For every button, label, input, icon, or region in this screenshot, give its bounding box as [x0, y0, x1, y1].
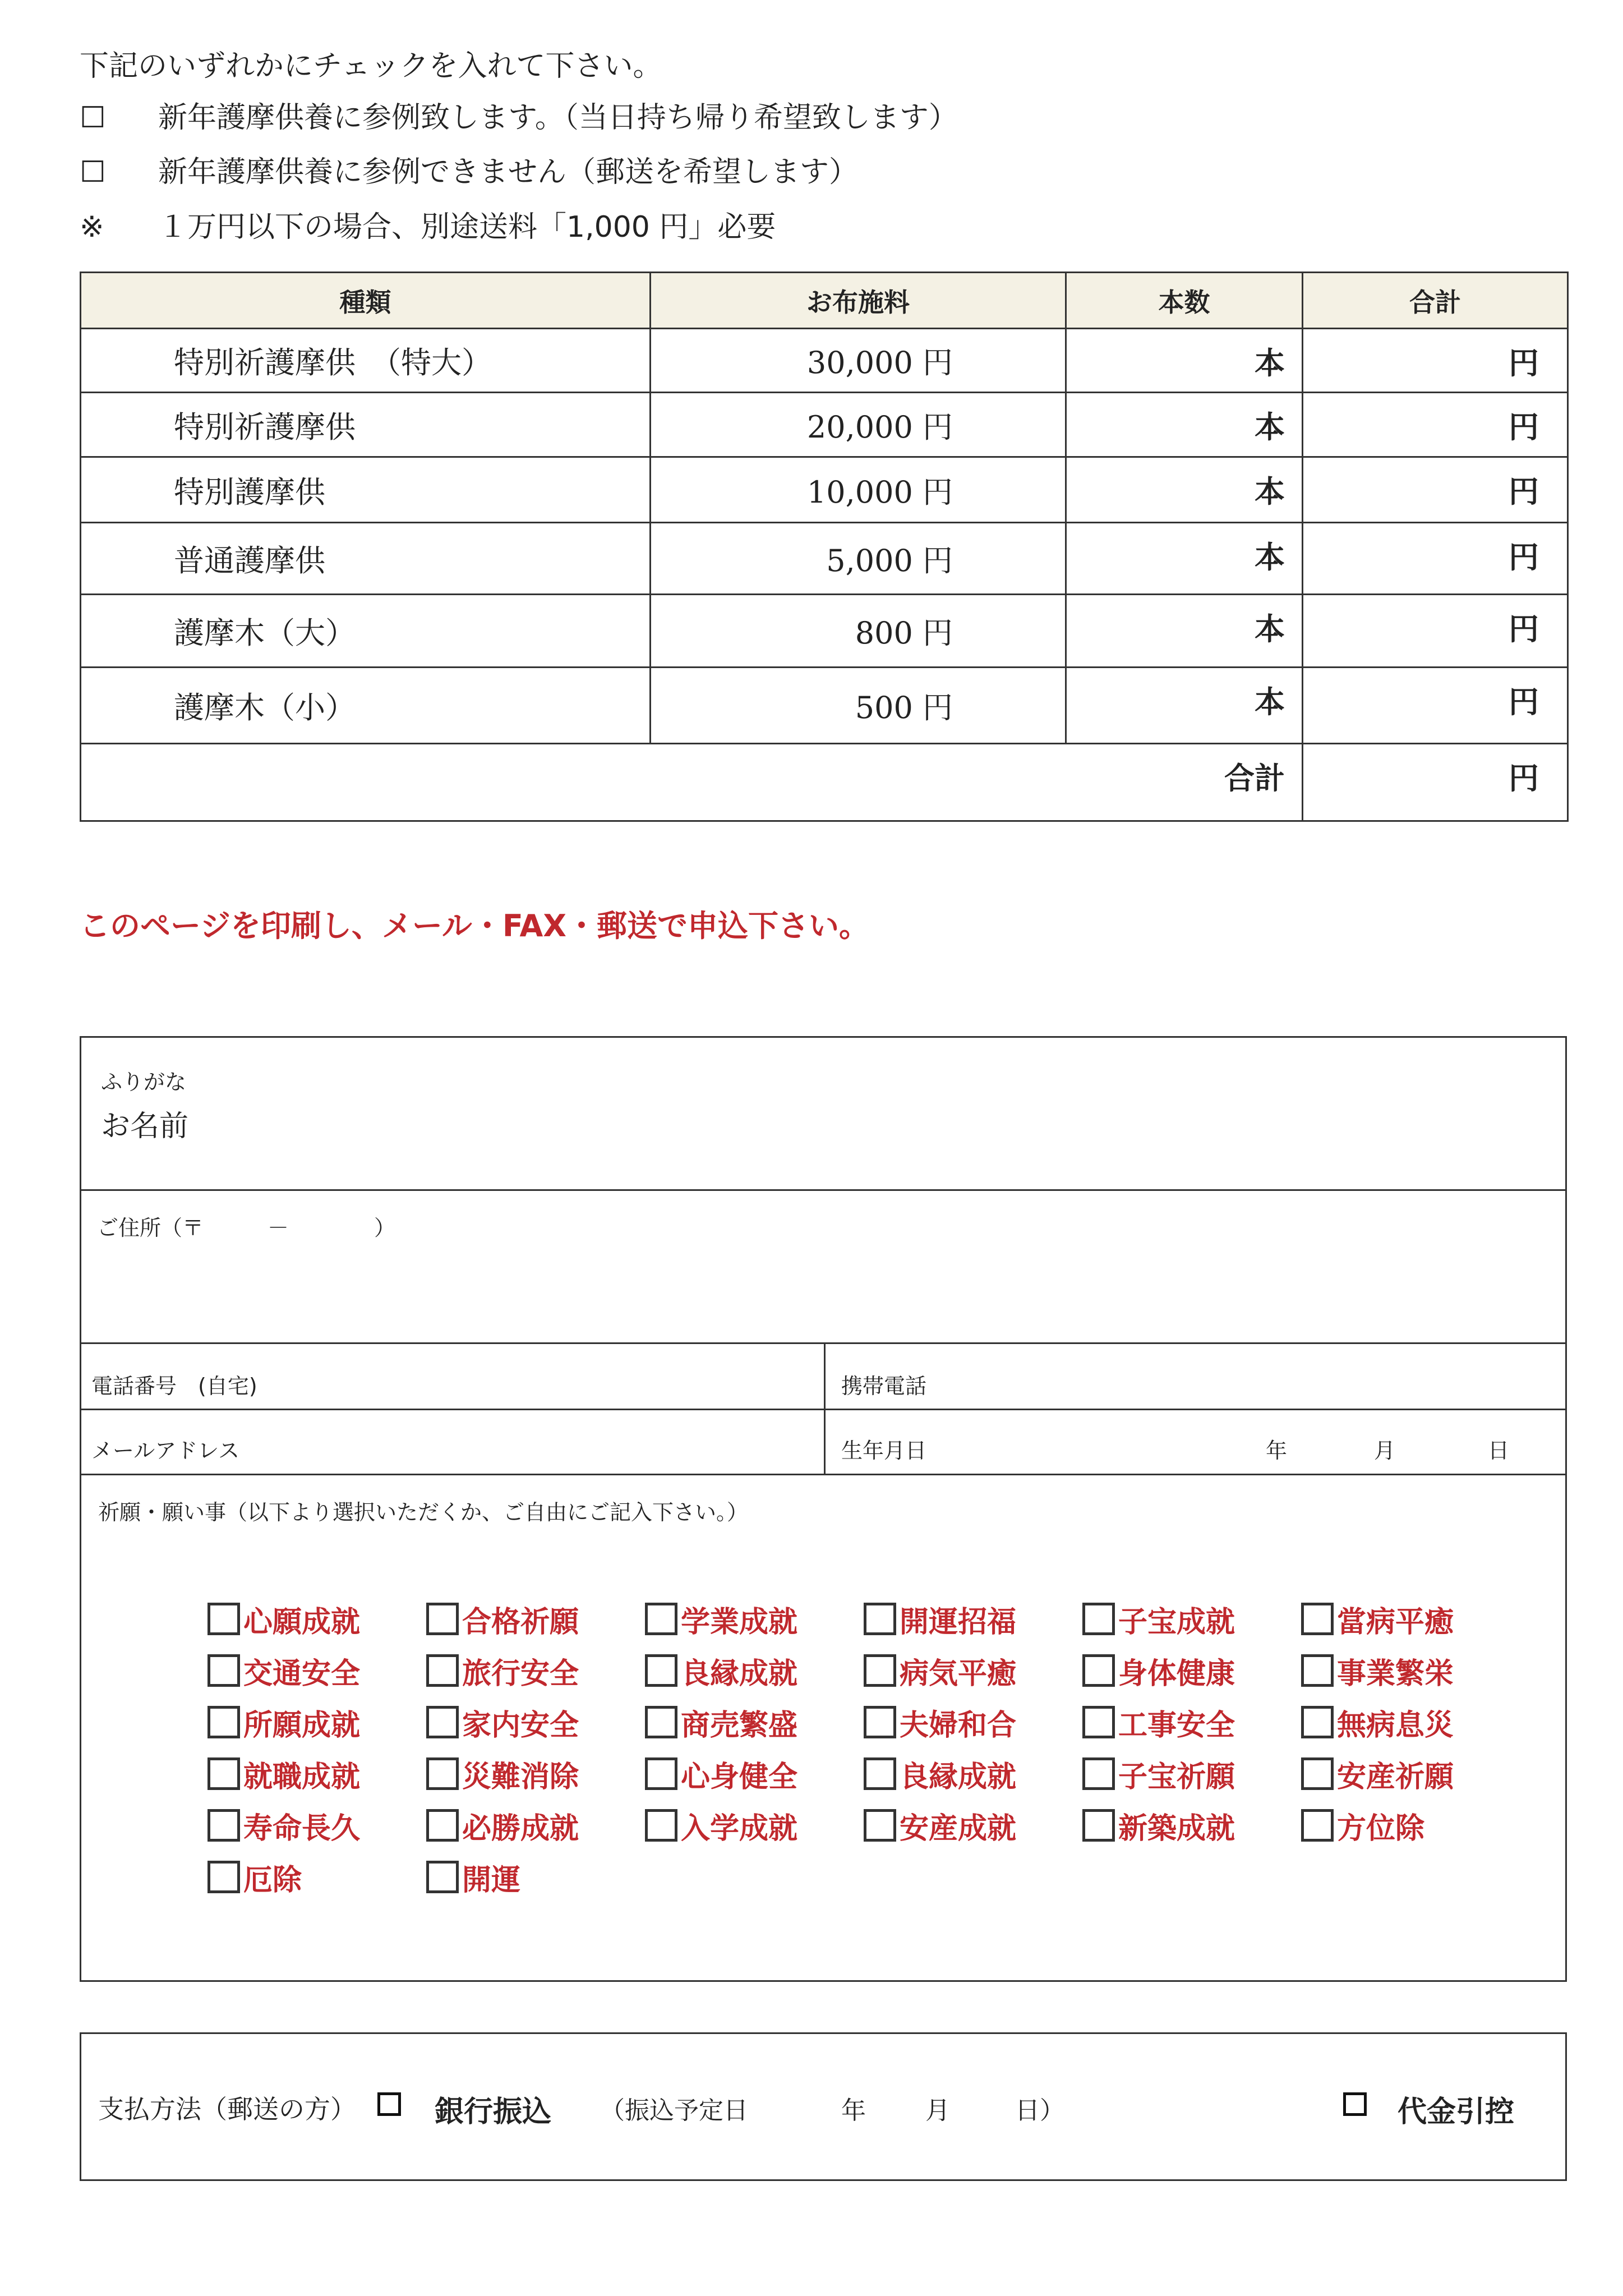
- wish-label-text: 心願成就: [243, 1604, 361, 1639]
- wish-options: [208, 1593, 1520, 1903]
- wish-option[interactable]: [208, 1851, 426, 1903]
- subtotal-cell[interactable]: 円: [1303, 523, 1568, 595]
- payment-label: 支払方法（郵送の方）: [98, 2094, 356, 2124]
- wish-label-text: 子宝祈願: [1118, 1759, 1235, 1794]
- checkbox-icon[interactable]: [1301, 1809, 1334, 1842]
- wish-label-text: 旅行安全: [462, 1656, 579, 1691]
- divider: [81, 1409, 1565, 1410]
- wish-label-text: 交通安全: [243, 1656, 361, 1691]
- checkbox-icon[interactable]: [426, 1654, 459, 1687]
- home-phone-label[interactable]: 電話番号 (自宅): [91, 1374, 257, 1398]
- wish-option[interactable]: [1082, 1748, 1301, 1800]
- wish-label-text: 安産祈願: [1337, 1759, 1454, 1794]
- checkbox-icon[interactable]: [864, 1603, 896, 1635]
- checkbox-icon[interactable]: [864, 1706, 896, 1738]
- col-header-type: 種類: [81, 273, 651, 329]
- wish-label-text: 心身健全: [681, 1759, 798, 1794]
- wish-option[interactable]: [645, 1645, 864, 1696]
- application-form: [80, 1036, 1567, 1982]
- wish-option[interactable]: [1082, 1593, 1301, 1645]
- checkbox-icon[interactable]: [1301, 1706, 1334, 1738]
- wish-option[interactable]: [426, 1800, 645, 1851]
- count-cell[interactable]: 本: [1066, 595, 1303, 668]
- count-cell[interactable]: 本: [1066, 523, 1303, 595]
- wish-option[interactable]: [426, 1645, 645, 1696]
- transfer-date-label: （振込予定日: [600, 2096, 748, 2125]
- wish-label-text: 工事安全: [1118, 1708, 1235, 1742]
- wish-label: 祈願・願い事（以下より選択いただくか、ご自由にご記入下さい。）: [98, 1500, 749, 1525]
- address-label[interactable]: ご住所（〒 － ）: [97, 1216, 396, 1240]
- wish-option[interactable]: [426, 1593, 645, 1645]
- item-price: 10,000 円: [651, 457, 1066, 523]
- wish-label-text: 新築成就: [1118, 1811, 1235, 1846]
- option-mail-label: 新年護摩供養に参例できません（郵送を希望します）: [158, 155, 859, 189]
- wish-option[interactable]: [645, 1748, 864, 1800]
- checkbox-icon[interactable]: [645, 1654, 677, 1687]
- wish-label-text: 所願成就: [243, 1708, 361, 1742]
- wish-option[interactable]: [864, 1645, 1082, 1696]
- wish-option[interactable]: [208, 1645, 426, 1696]
- wish-option[interactable]: [426, 1851, 645, 1903]
- print-notice: このページを印刷し、メール・FAX・郵送で申込下さい。: [80, 908, 869, 944]
- checkbox-icon[interactable]: [426, 1603, 459, 1635]
- wish-label-text: 身体健康: [1118, 1656, 1235, 1691]
- item-price: 500 円: [651, 668, 1066, 744]
- col-header-count: 本数: [1066, 273, 1303, 329]
- table-row: [81, 668, 1568, 744]
- checkbox-icon[interactable]: [208, 1861, 240, 1893]
- option-attend[interactable]: [80, 101, 958, 135]
- checkbox-icon[interactable]: [426, 1809, 459, 1842]
- item-name: 護摩木（大）: [81, 595, 651, 668]
- subtotal-cell[interactable]: 円: [1303, 393, 1568, 457]
- wish-option[interactable]: [864, 1800, 1082, 1851]
- checkbox-icon[interactable]: [645, 1757, 677, 1790]
- instruction-text: 下記のいずれかにチェックを入れて下さい。: [80, 49, 662, 83]
- subtotal-cell[interactable]: 円: [1303, 668, 1568, 744]
- checkbox-icon[interactable]: [645, 1706, 677, 1738]
- checkbox-icon[interactable]: [426, 1757, 459, 1790]
- table-row: [81, 457, 1568, 523]
- option-attend-label: 新年護摩供養に参例致します。（当日持ち帰り希望致します）: [158, 101, 958, 135]
- cod-label: 代金引控: [1398, 2095, 1515, 2129]
- checkbox-icon[interactable]: [208, 1603, 240, 1635]
- birth-month-label: 月: [1374, 1438, 1396, 1463]
- wish-label-text: 事業繁栄: [1337, 1656, 1454, 1691]
- checkbox-icon[interactable]: [864, 1757, 896, 1790]
- wish-label-text: 當病平癒: [1337, 1604, 1454, 1639]
- table-row: [81, 393, 1568, 457]
- wish-option[interactable]: [645, 1696, 864, 1748]
- wish-label-text: 安産成就: [900, 1811, 1017, 1846]
- wish-label-text: 夫婦和合: [900, 1708, 1017, 1742]
- option-mail[interactable]: [80, 155, 858, 189]
- checkbox-icon[interactable]: [1343, 2092, 1367, 2116]
- checkbox-icon[interactable]: [1082, 1603, 1115, 1635]
- item-price: 20,000 円: [651, 393, 1066, 457]
- checkbox-icon[interactable]: [864, 1809, 896, 1842]
- checkbox-icon[interactable]: [1082, 1706, 1115, 1738]
- checkbox-icon[interactable]: [1301, 1654, 1334, 1687]
- transfer-year-label: 年: [841, 2096, 866, 2125]
- wish-label-text: 厄除: [243, 1862, 302, 1897]
- count-cell[interactable]: 本: [1066, 668, 1303, 744]
- wish-label-text: 災難消除: [462, 1759, 579, 1794]
- wish-label-text: 良縁成就: [681, 1656, 798, 1691]
- checkbox-icon[interactable]: [426, 1861, 459, 1893]
- table-header-row: [81, 273, 1568, 329]
- offering-table: [80, 272, 1569, 822]
- checkbox-icon[interactable]: ☐: [80, 101, 106, 135]
- checkbox-icon[interactable]: [426, 1706, 459, 1738]
- wish-option[interactable]: [864, 1748, 1082, 1800]
- wish-option[interactable]: [208, 1696, 426, 1748]
- wish-label-text: 開運: [462, 1862, 521, 1897]
- checkbox-icon[interactable]: ☐: [80, 155, 106, 189]
- divider: [81, 1342, 1565, 1344]
- wish-option[interactable]: [864, 1696, 1082, 1748]
- wish-label-text: 必勝成就: [462, 1811, 579, 1846]
- divider: [81, 1474, 1565, 1475]
- shipping-note-text: １万円以下の場合、別途送料「1,000 円」必要: [158, 210, 776, 244]
- item-price: 5,000 円: [651, 523, 1066, 595]
- birth-day-label: 日: [1488, 1438, 1510, 1463]
- wish-label-text: 良縁成就: [900, 1759, 1017, 1794]
- wish-option[interactable]: [1301, 1748, 1520, 1800]
- wish-option[interactable]: [208, 1593, 426, 1645]
- table-row: [81, 329, 1568, 393]
- checkbox-icon[interactable]: [1082, 1654, 1115, 1687]
- wish-option[interactable]: [645, 1593, 864, 1645]
- subtotal-cell[interactable]: 円: [1303, 457, 1568, 523]
- birth-year-label: 年: [1266, 1438, 1288, 1463]
- transfer-day-label: 日）: [1015, 2096, 1064, 2125]
- item-name: 護摩木（小）: [81, 668, 651, 744]
- bank-transfer-checkbox[interactable]: [377, 2092, 401, 2116]
- wish-label-text: 開運招福: [900, 1604, 1017, 1639]
- wish-label-text: 寿命長久: [243, 1811, 361, 1846]
- wish-option[interactable]: [1301, 1593, 1520, 1645]
- wish-label-text: 合格祈願: [462, 1604, 579, 1639]
- wish-option[interactable]: [1082, 1800, 1301, 1851]
- payment-method-box: [80, 2032, 1567, 2181]
- checkbox-icon[interactable]: [1301, 1603, 1334, 1635]
- wish-label-text: 無病息災: [1337, 1708, 1454, 1742]
- wish-option[interactable]: [864, 1593, 1082, 1645]
- item-name: 普通護摩供: [81, 523, 651, 595]
- checkbox-icon[interactable]: [208, 1706, 240, 1738]
- col-header-price: お布施料: [651, 273, 1066, 329]
- item-price: 800 円: [651, 595, 1066, 668]
- wish-option[interactable]: [208, 1748, 426, 1800]
- birthday-label[interactable]: 生年月日: [841, 1438, 927, 1463]
- count-cell[interactable]: 本: [1066, 329, 1303, 393]
- wish-option[interactable]: [645, 1800, 864, 1851]
- note-mark: ※: [80, 210, 104, 244]
- wish-option[interactable]: [1301, 1645, 1520, 1696]
- bank-transfer-label: 銀行振込: [435, 2095, 552, 2129]
- wish-label-text: 学業成就: [681, 1604, 798, 1639]
- wish-label-text: 方位除: [1337, 1811, 1425, 1846]
- cod-checkbox[interactable]: [1343, 2092, 1367, 2116]
- checkbox-icon[interactable]: [1082, 1757, 1115, 1790]
- checkbox-icon[interactable]: [864, 1654, 896, 1687]
- table-row: [81, 595, 1568, 668]
- checkbox-icon[interactable]: [1301, 1757, 1334, 1790]
- wish-label-text: 就職成就: [243, 1759, 361, 1794]
- wish-option[interactable]: [426, 1748, 645, 1800]
- col-header-total: 合計: [1303, 273, 1568, 329]
- grand-total-cell[interactable]: 円: [1303, 744, 1568, 821]
- subtotal-cell[interactable]: 円: [1303, 595, 1568, 668]
- shipping-note: [80, 210, 776, 244]
- checkbox-icon[interactable]: [208, 1654, 240, 1687]
- email-label[interactable]: メールアドレス: [91, 1438, 240, 1463]
- wish-option[interactable]: [1082, 1645, 1301, 1696]
- divider: [824, 1342, 826, 1474]
- wish-option[interactable]: [1082, 1696, 1301, 1748]
- checkbox-icon[interactable]: [1082, 1809, 1115, 1842]
- wish-option[interactable]: [426, 1696, 645, 1748]
- transfer-month-label: 月: [925, 2096, 950, 2125]
- wish-label-text: 子宝成就: [1118, 1604, 1235, 1639]
- subtotal-cell[interactable]: 円: [1303, 329, 1568, 393]
- furigana-label: ふりがな: [101, 1070, 187, 1094]
- count-cell[interactable]: 本: [1066, 393, 1303, 457]
- wish-option[interactable]: [208, 1800, 426, 1851]
- item-name: 特別祈護摩供: [81, 393, 651, 457]
- divider: [81, 1189, 1565, 1191]
- wish-label-text: 商売繁盛: [681, 1708, 798, 1742]
- wish-label-text: 入学成就: [681, 1811, 798, 1846]
- name-label[interactable]: お名前: [101, 1110, 189, 1143]
- checkbox-icon[interactable]: [208, 1809, 240, 1842]
- checkbox-icon[interactable]: [377, 2092, 401, 2116]
- item-name: 特別祈護摩供 （特大）: [81, 329, 651, 393]
- table-total-row: [81, 744, 1568, 821]
- checkbox-icon[interactable]: [645, 1603, 677, 1635]
- wish-option[interactable]: [1301, 1800, 1520, 1851]
- wish-label-text: 病気平癒: [900, 1656, 1017, 1691]
- item-price: 30,000 円: [651, 329, 1066, 393]
- mobile-label[interactable]: 携帯電話: [841, 1374, 927, 1398]
- checkbox-icon[interactable]: [208, 1757, 240, 1790]
- total-label: 合計: [81, 744, 1303, 821]
- wish-label-text: 家内安全: [462, 1708, 579, 1742]
- count-cell[interactable]: 本: [1066, 457, 1303, 523]
- item-name: 特別護摩供: [81, 457, 651, 523]
- wish-option[interactable]: [1301, 1696, 1520, 1748]
- table-row: [81, 523, 1568, 595]
- checkbox-icon[interactable]: [645, 1809, 677, 1842]
